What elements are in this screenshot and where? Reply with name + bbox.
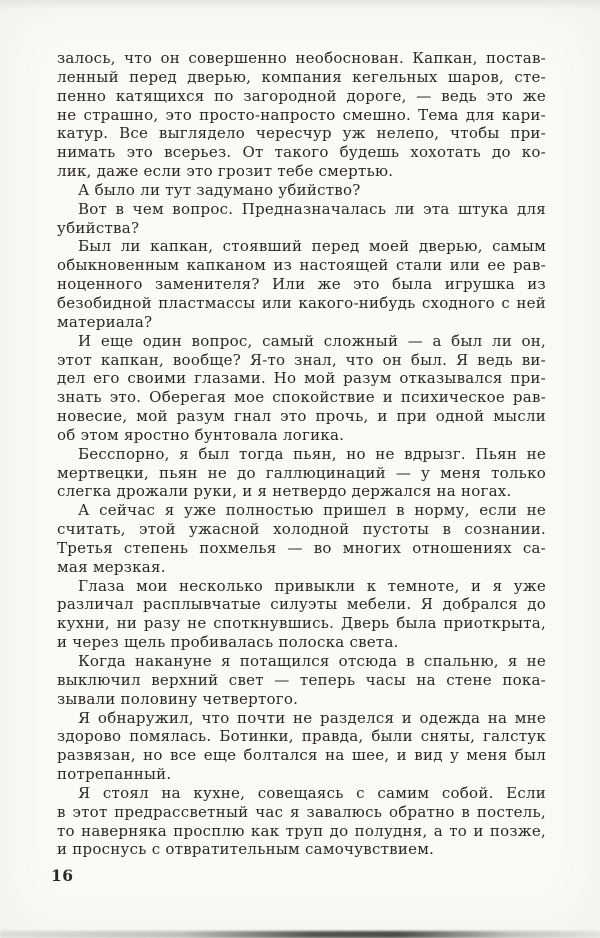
text-line: здорово помялась. Ботинки, правда, были сняты, галстук — [57, 727, 546, 746]
paragraph — [57, 181, 546, 200]
text-line: убийства? — [57, 218, 140, 237]
text-line: дел его своими глазами. Но мой разум отказывался при- — [57, 369, 546, 388]
text-line: залось, что он совершенно необоснован. Капкан, постав- — [57, 49, 546, 67]
paragraph — [57, 709, 546, 784]
text-line: Когда накануне я потащился отсюда в спальню, я не — [78, 652, 546, 670]
text-line: считать, этой ужасной холодной пустоты в сознании. — [57, 520, 546, 539]
text-line: материала? — [57, 312, 153, 331]
text-line: мертвецки, пьян не до галлюцинаций — у меня только — [57, 463, 546, 482]
text-line: развязан, но все еще болтался на шее, и вид у меня был — [57, 746, 546, 765]
text-line: ленный перед дверью, компания кегельных шаров, сте- — [57, 67, 546, 86]
text-line: нимать это всерьез. От такого будешь хохотать до ко- — [57, 143, 546, 162]
text-line: Был ли капкан, стоявший перед моей дверью, самым — [78, 237, 546, 256]
text-line: не страшно, это просто-напросто смешно. Тема для кари- — [57, 105, 546, 124]
text-line: Я обнаружил, что почти не разделся и одежда на мне — [78, 708, 546, 727]
text-line: потрепанный. — [57, 765, 172, 784]
text-line: И еще один вопрос, самый сложный — а был ли он, — [78, 331, 546, 350]
paragraph — [57, 332, 546, 445]
text-line: ноценного заменителя? Или же это была игрушка из — [57, 275, 546, 294]
text-line: то наверняка просплю как труп до полудня, а то и позже, — [57, 821, 546, 840]
text-line: и проснусь с отвратительным самочувствием. — [57, 840, 435, 859]
paragraph — [57, 49, 546, 181]
text-line: новесие, мой разум гнал это прочь, и при одной мысли — [57, 407, 546, 426]
text-line: обыкновенным капканом из настоящей стали или ее рав- — [57, 256, 546, 275]
paragraph — [57, 652, 546, 709]
paragraph — [57, 200, 546, 238]
text-line: и через щель пробивалась полоска света. — [57, 633, 399, 652]
text-line: Вот в чем вопрос. Предназначалась ли эта штука для — [78, 199, 546, 218]
text-line: Третья степень похмелья — во многих отношениях са- — [57, 538, 546, 557]
text-line: слегка дрожали руки, и я нетвердо держался на ногах. — [57, 482, 512, 501]
text-line: катур. Все выглядело чересчур уж нелепо, чтобы при- — [57, 124, 546, 143]
text-line: Глаза мои несколько привыкли к темноте, и я уже — [78, 576, 546, 595]
scan-shade-top — [0, 0, 600, 10]
text-line: этот капкан, вообще? Я-то знал, что он был. Я ведь ви- — [57, 350, 546, 369]
text-line: знать это. Оберегая мое спокойствие и психическое рав- — [57, 388, 546, 407]
text-line: Бесспорно, я был тогда пьян, но не вдрызг. Пьян не — [78, 444, 546, 463]
paragraph — [57, 237, 546, 331]
page-number: 16 — [51, 866, 74, 885]
scan-edge-bottom — [0, 931, 600, 938]
text-line: мая мерзкая. — [57, 557, 166, 576]
text-line: А сейчас я уже полностью пришел в норму, если не — [78, 501, 546, 520]
paragraph — [57, 784, 546, 859]
text-line: безобидной пластмассы или какого-нибудь сходного с ней — [57, 293, 546, 312]
text-line: пенно катящихся по загородной дороге, — ведь это же — [57, 86, 546, 105]
text-line: лик, даже если это грозит тебе смертью. — [57, 162, 394, 181]
text-line: об этом яростно бунтовала логика. — [57, 425, 345, 444]
paragraph — [57, 445, 546, 502]
text-line: выключил верхний свет — теперь часы на стене пока- — [57, 670, 546, 689]
paragraph — [57, 577, 546, 652]
text-line: в этот предрассветный час я завалюсь обратно в постель, — [57, 802, 546, 821]
paragraph — [57, 501, 546, 576]
text-line: Я стоял на кухне, совещаясь с самим собой. Если — [78, 783, 546, 802]
text-block — [57, 49, 546, 859]
text-line: А было ли тут задумано убийство? — [78, 180, 361, 199]
text-line: зывали половину четвертого. — [57, 689, 299, 708]
text-line: различал расплывчатые силуэты мебели. Я добрался до — [57, 595, 546, 614]
text-line: кухни, ни разу не споткнувшись. Дверь была приоткрыта, — [57, 614, 546, 633]
